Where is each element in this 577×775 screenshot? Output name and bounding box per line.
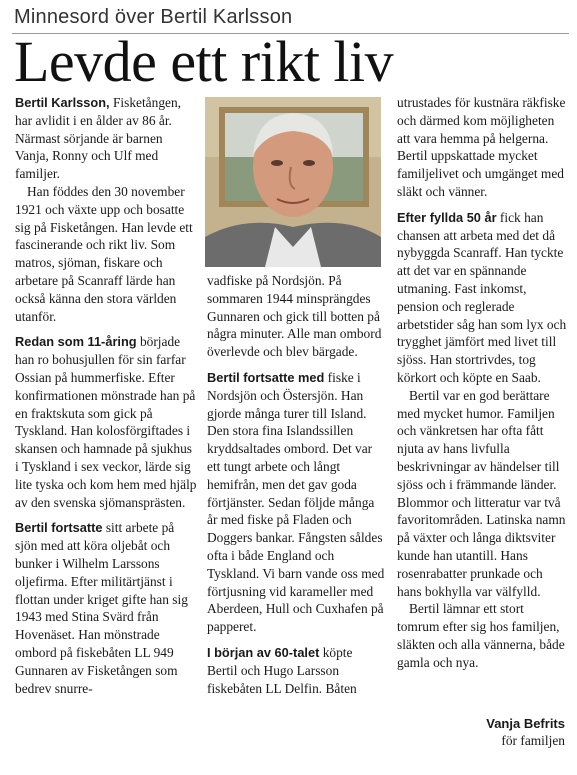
article-column-3 [397, 94, 567, 672]
paragraph-lead: I början av 60-talet [207, 644, 320, 660]
portrait-image [205, 97, 381, 267]
article-column-2 [207, 272, 385, 697]
paragraph [15, 519, 197, 697]
paragraph: utrustades för kustnära räkfiske och därmed kom möjligheten att vara hemma på helgerna. Bertil uppskattade mycket familjelivet och umgänget med släkt och vänner. [397, 95, 566, 199]
paragraph [207, 644, 385, 697]
paragraph-text: Fisketången, har avlidit i en ålder av 86 år. Närmast sörjande är barnen Vanja, Ronny och Ulf med familjer. [15, 95, 181, 182]
paragraph-text: köpte Bertil och Hugo Larsson fiskebåten LL Delfin. Båten [207, 644, 357, 696]
paragraph-lead: Redan som 11-åring [15, 334, 137, 350]
paragraph-lead: Bertil fortsatte med [207, 369, 325, 385]
paragraph-text: fiske i Nordsjön och Östersjön. Han gjorde många turer till Island. Den stora fina Islandssillen kryddsaltades ombord. Det var ett tungt arbete och långt hemifrån, men det gav goda förtjänster. Sedan följde många år med fiske på Fladen och Doggers bankar. Fångsten såldes ofta i både England och Tyskland. Vi barn vande oss med förtjusning vid karameller med Aberdeen, Hull och Cuxhafen på papperet. [207, 369, 385, 635]
paragraph-lead: Bertil fortsatte [15, 520, 103, 536]
signature-name: Vanja Befrits [486, 716, 565, 731]
paragraph [397, 209, 567, 387]
signature-role: för familjen [501, 733, 565, 748]
paragraph: vadfiske på Nordsjön. På sommaren 1944 minsprängdes Gunnaren och gick till botten på några minuter. Alle man ombord överlevde och blev bärgade. [207, 273, 382, 360]
paragraph-text: fick han chansen att arbeta med det då nybyggda Scanraff. Han tyckte att det var en spännande utmaning. Fast inkomst, pension och reglerade arbetstider såg han som lyx och trygghet jämfört med livet till sjöss. Han stortrivdes, tog körkort och köpte en Saab. [397, 209, 567, 385]
paragraph [207, 369, 385, 636]
paragraph: Han föddes den 30 november 1921 och växte upp och bosatte sig på Fisketången. Han levde ett fascinerande och rikt liv. Som matros, sjöman, fiskare och arbetare på Scanraff lärde han också känna den stora världen utanför. [15, 183, 193, 324]
portrait-photo [205, 97, 381, 267]
paragraph [15, 333, 197, 511]
article-column-1 [15, 94, 197, 697]
paragraph-text: började han ro bohusjullen för sin farfar Ossian på hummerfiske. Efter konfirmationen mönstrade han på en fraktskuta som gick på Tyskland. Han kolosförgiftades i skansen och hamnade på sjukhus i Tyskland i sex veckor, lärde sig lite tyska och kom hem med hjälp av den svenska sjömansprästen. [15, 334, 197, 510]
paragraph: Bertil lämnar ett stort tomrum efter sig hos familjen, släkten och alla vännerna, både gamla och nya. [397, 601, 565, 670]
article-kicker: Minnesord över Bertil Karlsson [14, 6, 293, 28]
paragraph [15, 94, 197, 183]
paragraph-text: sitt arbete på sjön med att köra oljebåt och bunker i Wilhelm Larssons oljefirma. Efter militärtjänst i flottan under kriget gifte han sig 1943 med Stina Svärd från Hovenäset. Han mönstrade ombord på fiskebåten LL 949 Gunnaren av Fisketången som bedrev snurre- [15, 520, 188, 696]
article-headline: Levde ett rikt liv [14, 29, 394, 94]
paragraph: Bertil var en god berättare med mycket humor. Familjen och vänkretsen har ofta fått njuta av hans livfulla beskrivningar av händelser till sjöss och i främmande länder. Blommor och litteratur var två favoritområden. Latinska namn på växter och långa diktsviter kunde han utantill. Hans rosenrabatter prunkade och hans bokhylla var välfylld. [397, 387, 566, 599]
paragraph-lead: Efter fyllda 50 år [397, 209, 497, 225]
paragraph-lead: Bertil Karlsson, [15, 95, 110, 110]
